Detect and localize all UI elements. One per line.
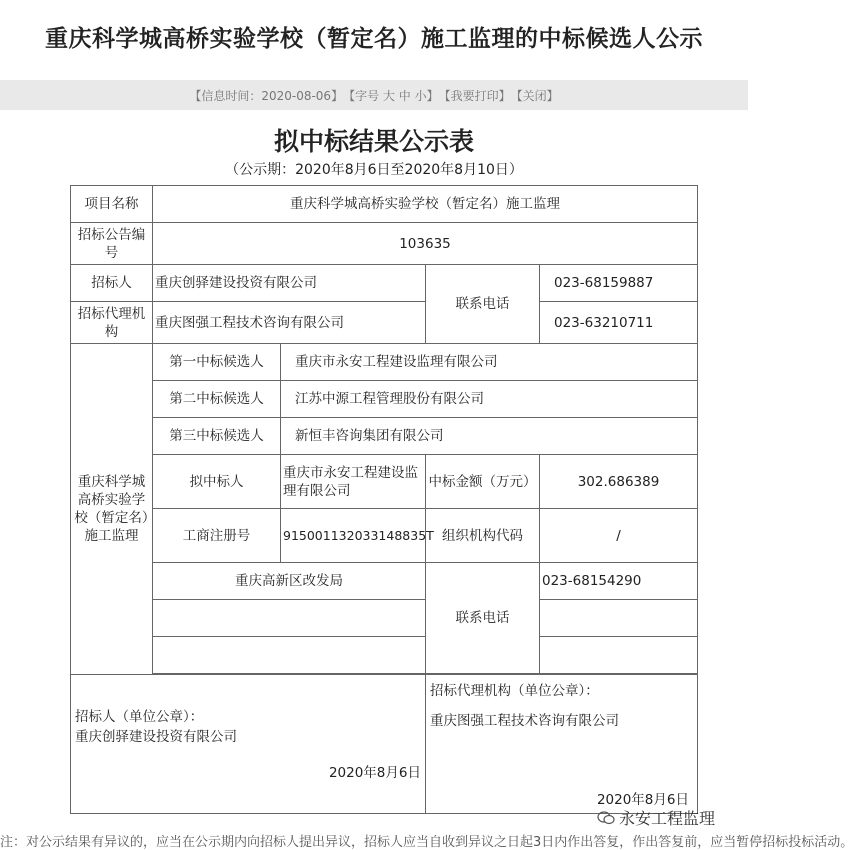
candidate2-label: 第二中标候选人 bbox=[153, 381, 281, 418]
table-row bbox=[71, 455, 698, 509]
wechat-icon bbox=[597, 811, 615, 825]
font-medium-link[interactable]: 中 bbox=[398, 88, 411, 103]
supervisor-contact-label: 联系电话 bbox=[426, 563, 540, 674]
info-bar bbox=[0, 80, 748, 110]
table-row bbox=[71, 265, 698, 302]
candidate1-name: 重庆市永安工程建设监理有限公司 bbox=[281, 344, 698, 381]
winner-name: 重庆市永安工程建设监理有限公司 bbox=[281, 455, 426, 509]
section-label: 重庆科学城高桥实验学校（暂定名）施工监理 bbox=[71, 344, 153, 675]
agent-label: 招标代理机构 bbox=[71, 302, 153, 344]
agent-phone: 023-63210711 bbox=[540, 302, 698, 344]
agent-name: 重庆图强工程技术咨询有限公司 bbox=[153, 302, 426, 344]
candidate3-name: 新恒丰咨询集团有限公司 bbox=[281, 418, 698, 455]
table-row bbox=[71, 381, 698, 418]
bottom-note-cropped bbox=[0, 835, 853, 850]
candidate3-label: 第三中标候选人 bbox=[153, 418, 281, 455]
signature-row bbox=[71, 675, 698, 814]
close-link[interactable]: 【关闭】 bbox=[510, 88, 559, 103]
empty-cell bbox=[540, 600, 698, 637]
notice-no-label: 招标公告编号 bbox=[71, 223, 153, 265]
font-small-link[interactable]: 小】 bbox=[414, 88, 439, 103]
supervisor-name: 重庆高新区改发局 bbox=[153, 563, 426, 600]
contact-label: 联系电话 bbox=[426, 265, 540, 344]
org-code-label: 组织机构代码 bbox=[426, 509, 540, 563]
reg-no: 915001132033148835T bbox=[281, 509, 426, 563]
winner-label: 拟中标人 bbox=[153, 455, 281, 509]
table-row bbox=[71, 418, 698, 455]
agent-signature-cell bbox=[426, 675, 698, 814]
watermark-text: 永安工程监理 bbox=[619, 809, 716, 828]
result-table bbox=[70, 185, 698, 814]
sig-tenderer-name: 重庆创驿建设投资有限公司 bbox=[75, 729, 237, 745]
project-name-label: 项目名称 bbox=[71, 186, 153, 223]
table-row bbox=[71, 600, 698, 637]
supervisor-phone: 023-68154290 bbox=[540, 563, 698, 600]
table-row bbox=[71, 637, 698, 674]
notice-no: 103635 bbox=[153, 223, 698, 265]
tenderer-label: 招标人 bbox=[71, 265, 153, 302]
sig-tenderer-date: 2020年8月6日 bbox=[328, 765, 421, 781]
table-row bbox=[71, 563, 698, 600]
org-code: / bbox=[540, 509, 698, 563]
project-name: 重庆科学城高桥实验学校（暂定名）施工监理 bbox=[153, 186, 698, 223]
table-row bbox=[71, 223, 698, 265]
empty-cell bbox=[540, 637, 698, 674]
table-row bbox=[71, 344, 698, 381]
empty-cell bbox=[153, 600, 426, 637]
amount-label: 中标金额（万元） bbox=[426, 455, 540, 509]
font-large-link[interactable]: 大 bbox=[382, 88, 395, 103]
tenderer-signature-cell bbox=[71, 675, 426, 814]
table-row bbox=[71, 302, 698, 344]
tenderer-phone: 023-68159887 bbox=[540, 265, 698, 302]
candidate1-label: 第一中标候选人 bbox=[153, 344, 281, 381]
print-link[interactable]: 【我要打印】 bbox=[438, 88, 511, 103]
bottom-note: 注：对公示结果有异议的，应当在公示期内向招标人提出异议，招标人应当自收到异议之日起3日内作出答复，作出答复前，应当暂停招标投标活动。 bbox=[0, 835, 853, 850]
tenderer-name: 重庆创驿建设投资有限公司 bbox=[153, 265, 426, 302]
candidate2-name: 江苏中源工程管理股份有限公司 bbox=[281, 381, 698, 418]
sig-agent-name: 重庆图强工程技术咨询有限公司 bbox=[430, 713, 619, 729]
table-row bbox=[71, 509, 698, 563]
reg-no-label: 工商注册号 bbox=[153, 509, 281, 563]
table-row bbox=[71, 186, 698, 223]
sig-agent-label: 招标代理机构（单位公章）： bbox=[430, 683, 599, 699]
font-size-label: 【字号 bbox=[343, 88, 380, 103]
sig-agent-date: 2020年8月6日 bbox=[596, 792, 689, 808]
amount-value: 302.686389 bbox=[540, 455, 698, 509]
doc-title: 拟中标结果公示表 bbox=[273, 127, 474, 156]
empty-cell bbox=[153, 637, 426, 674]
publicity-period: （公示期：2020年8月6日至2020年8月10日） bbox=[225, 162, 523, 178]
sig-tenderer-label: 招标人（单位公章）： bbox=[75, 709, 204, 725]
watermark bbox=[597, 806, 715, 829]
page-title: 重庆科学城高桥实验学校（暂定名）施工监理的中标候选人公示 bbox=[45, 26, 703, 52]
info-time: 【信息时间：2020-08-06】 bbox=[189, 88, 344, 103]
